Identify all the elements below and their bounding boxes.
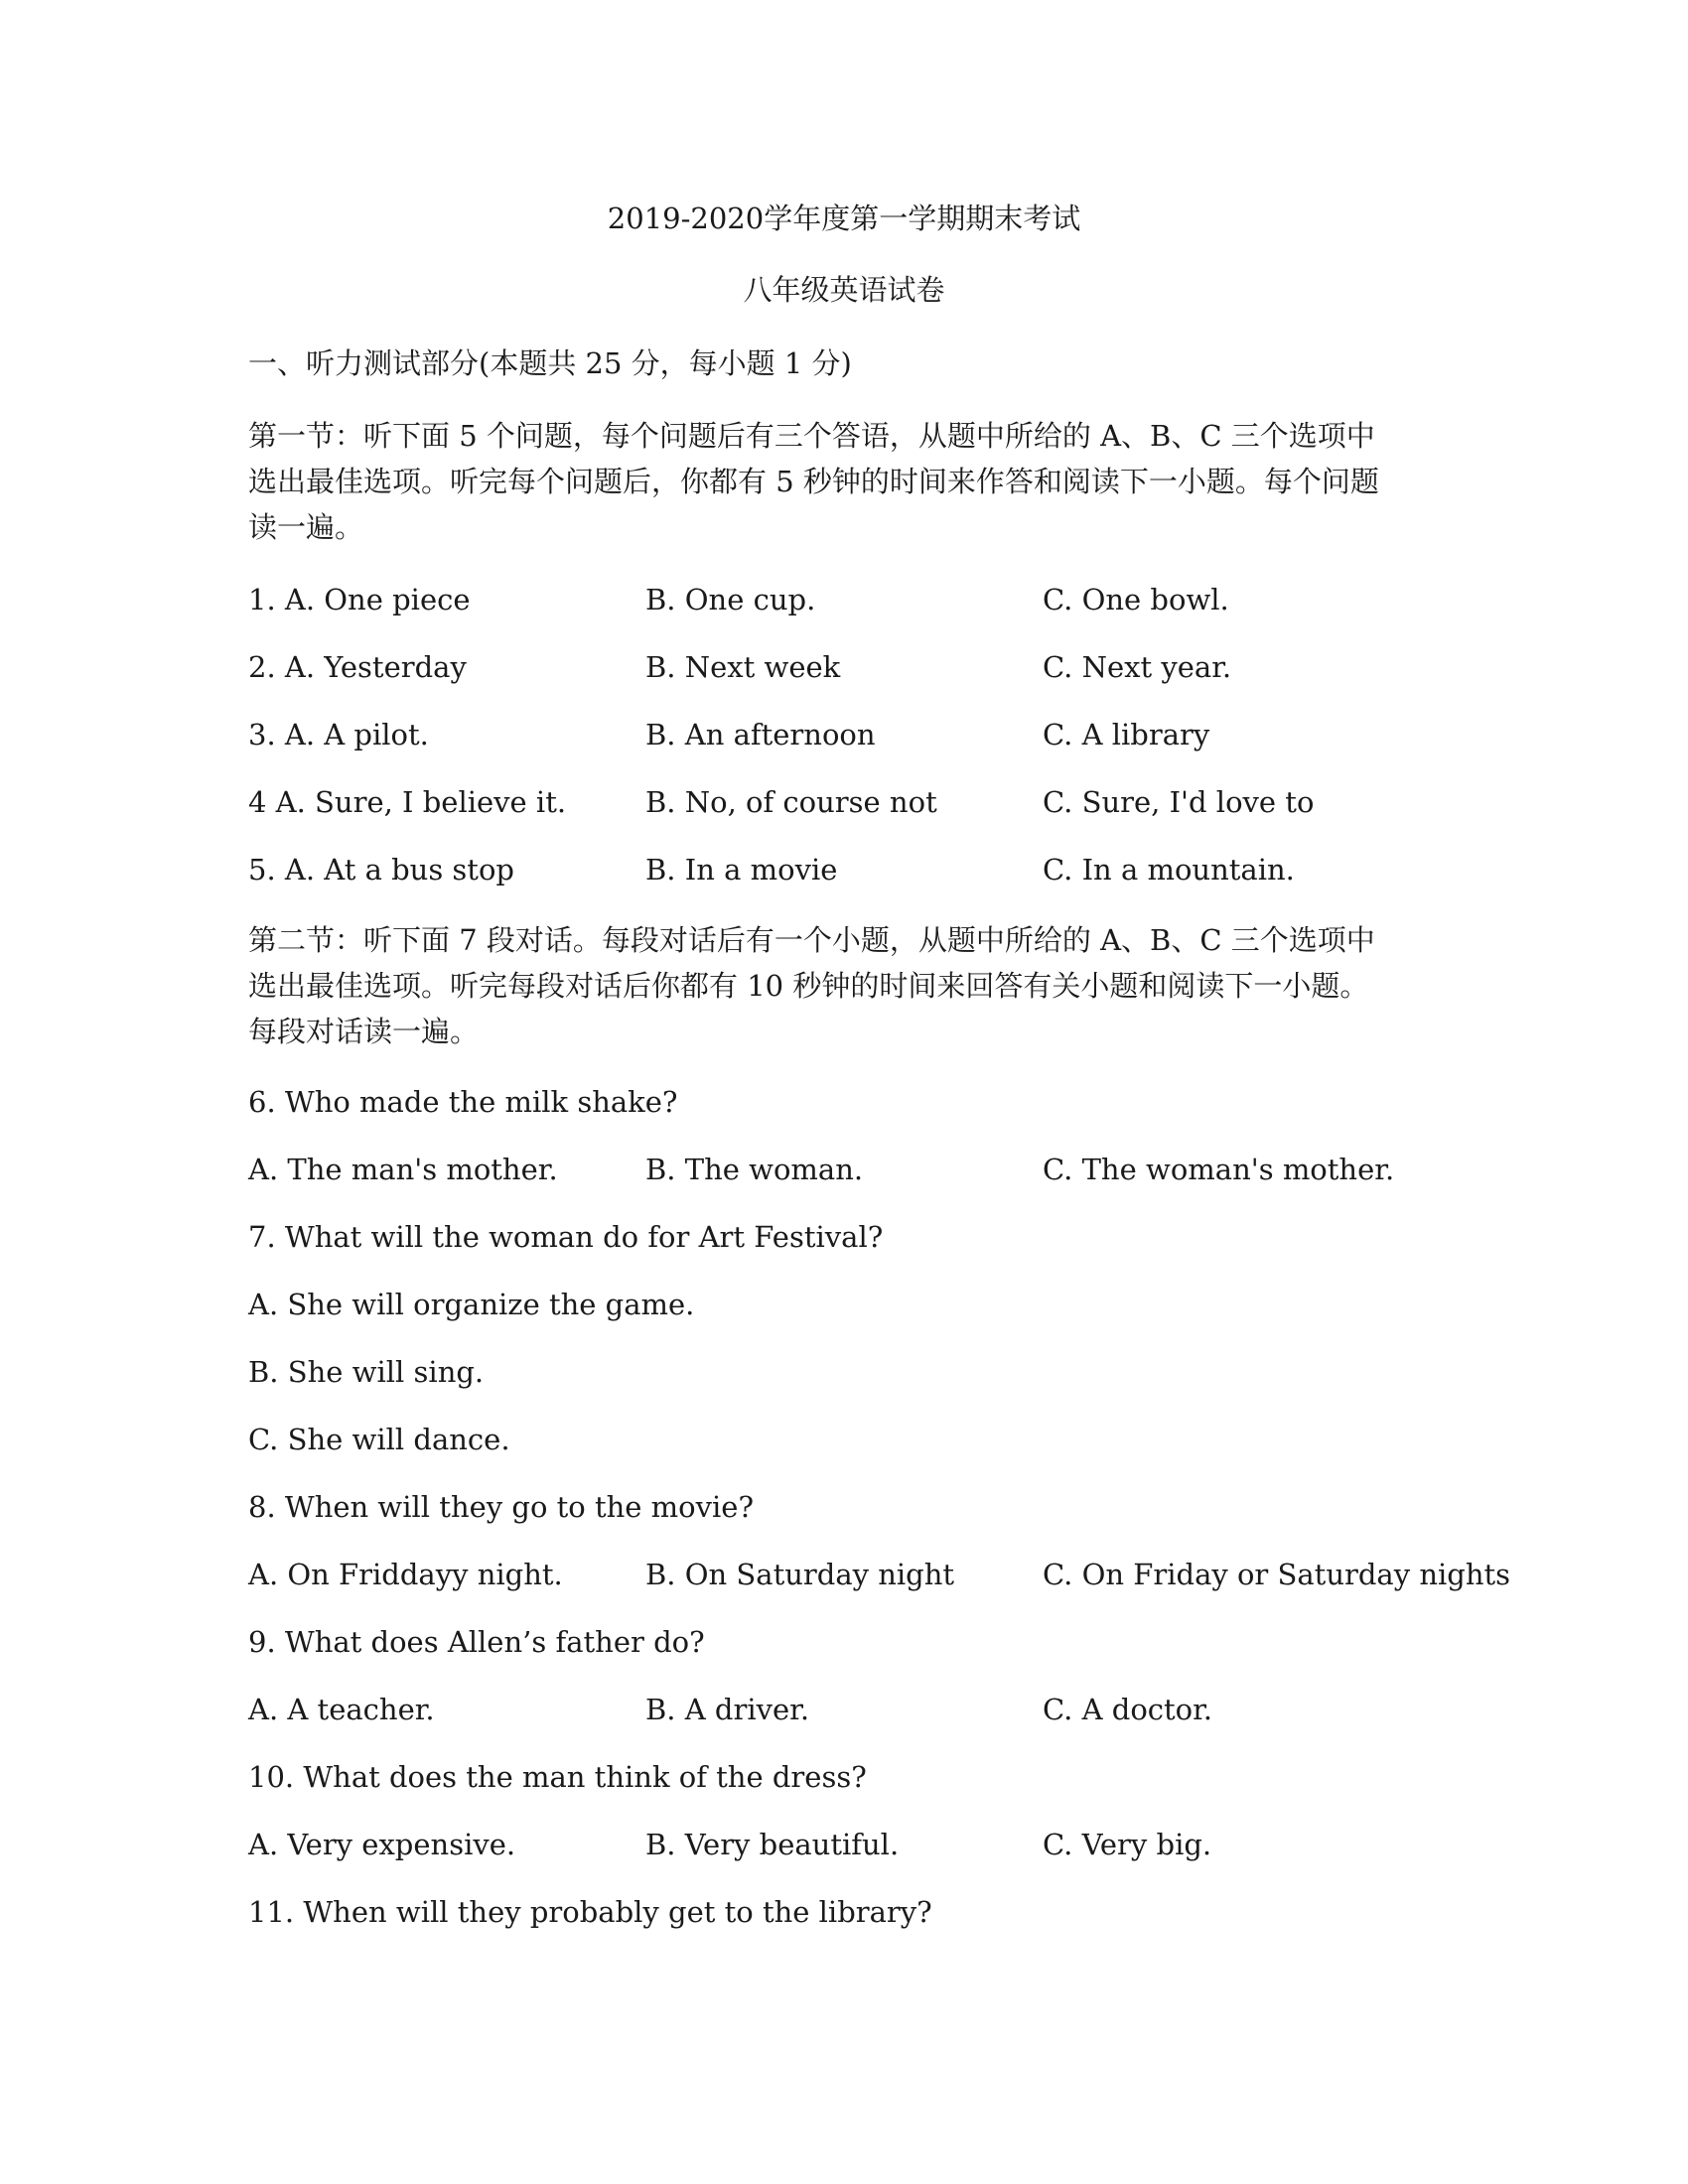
- question-option: B. The woman.: [645, 1153, 864, 1186]
- question-option: C. Very big.: [1043, 1828, 1212, 1861]
- part2-instructions: [248, 917, 1440, 1054]
- question-option: C. A doctor.: [1043, 1693, 1213, 1726]
- question-option: 5. A. At a bus stop: [248, 853, 514, 887]
- question-option: C. The woman's mother.: [1043, 1153, 1395, 1186]
- question-option: 1. A. One piece: [248, 583, 471, 616]
- question-row: [248, 1690, 1440, 1729]
- question-option: 2. A. Yesterday: [248, 650, 467, 684]
- question-option: B. No, of course not: [645, 785, 937, 819]
- question-option: A. She will organize the game.: [248, 1288, 695, 1321]
- instruction-line: 第二节：听下面 7 段对话。每段对话后有一个小题，从题中所给的 A、B、C 三个选项中: [248, 923, 1375, 957]
- question-row: [248, 1825, 1440, 1864]
- question-option: C. One bowl.: [1043, 583, 1229, 616]
- question-option: B. An afternoon: [645, 718, 876, 751]
- question-option: C. Sure, I'd love to: [1043, 785, 1315, 819]
- exam-title: 2019-2020学年度第一学期期末考试: [607, 202, 1081, 235]
- instruction-line: 第一节：听下面 5 个问题，每个问题后有三个答语，从题中所给的 A、B、C 三个选项中: [248, 419, 1375, 453]
- question-row: [248, 580, 1440, 619]
- question-8: 8. When will they go to the movie?: [248, 1490, 755, 1524]
- question-option: C. Next year.: [1043, 650, 1232, 684]
- question-row: [248, 715, 1440, 754]
- question-6: 6. Who made the milk shake?: [248, 1085, 678, 1119]
- question-option: A. On Friddayy night.: [248, 1558, 563, 1591]
- question-option: 3. A. A pilot.: [248, 718, 429, 751]
- question-option: A. The man's mother.: [248, 1153, 558, 1186]
- question-option: C. She will dance.: [248, 1423, 510, 1456]
- question-option: C. On Friday or Saturday nights: [1043, 1558, 1511, 1591]
- section-heading: 一、听力测试部分(本题共 25 分，每小题 1 分): [248, 346, 852, 380]
- question-option: A. Very expensive.: [248, 1828, 516, 1861]
- question-row: [248, 1555, 1511, 1594]
- question-9: 9. What does Allen’s father do?: [248, 1625, 705, 1659]
- instruction-line: 选出最佳选项。听完每段对话后你都有 10 秒钟的时间来回答有关小题和阅读下一小题。: [248, 969, 1369, 1003]
- question-row: [248, 1150, 1440, 1189]
- exam-subtitle: 八年级英语试卷: [743, 273, 945, 307]
- question-option: B. On Saturday night: [645, 1558, 955, 1591]
- question-option: B. In a movie: [645, 853, 838, 887]
- instruction-line: 每段对话读一遍。: [248, 1015, 480, 1048]
- question-option: B. Very beautiful.: [645, 1828, 900, 1861]
- question-option: C. A library: [1043, 718, 1210, 751]
- question-row: [248, 850, 1440, 889]
- question-row: [248, 782, 1440, 822]
- question-option: B. She will sing.: [248, 1355, 485, 1389]
- instruction-line: 读一遍。: [248, 510, 364, 544]
- question-option: C. In a mountain.: [1043, 853, 1295, 887]
- part1-instructions: [248, 413, 1440, 550]
- question-option: 4 A. Sure, I believe it.: [248, 785, 567, 819]
- question-11: 11. When will they probably get to the library?: [248, 1895, 932, 1929]
- question-option: A. A teacher.: [248, 1693, 435, 1726]
- question-7: 7. What will the woman do for Art Festival?: [248, 1220, 884, 1254]
- instruction-line: 选出最佳选项。听完每个问题后，你都有 5 秒钟的时间来作答和阅读下一小题。每个问题: [248, 465, 1379, 498]
- question-option: B. One cup.: [645, 583, 816, 616]
- question-option: B. Next week: [645, 650, 841, 684]
- question-option: B. A driver.: [645, 1693, 810, 1726]
- question-row: [248, 647, 1440, 687]
- question-10: 10. What does the man think of the dress?: [248, 1760, 867, 1794]
